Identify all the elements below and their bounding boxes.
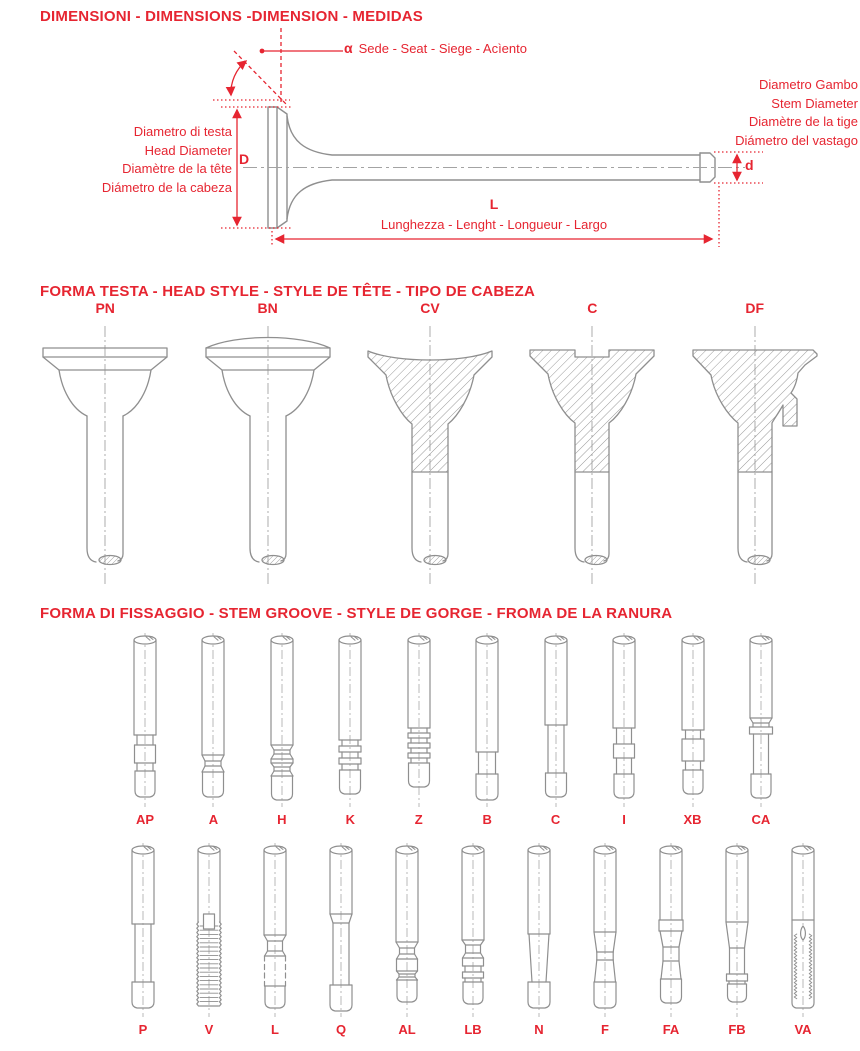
stem-groove-label: VA (794, 1022, 812, 1037)
stem-groove-label: Q (335, 1022, 347, 1037)
stem-groove-label: N (534, 1022, 544, 1037)
head-style-label: CV (420, 300, 440, 316)
head-style-df-drawing (685, 320, 825, 588)
stem-groove-h (254, 631, 310, 828)
head-diameter-line: Diámetro de la cabeza (101, 179, 232, 195)
stem-groove-al-drawing (382, 841, 432, 1019)
head-style-label: PN (95, 300, 115, 316)
stem-groove-fb (709, 841, 765, 1038)
stem-groove-k (322, 631, 378, 828)
seat-angle-label (344, 40, 527, 56)
stem-groove-q-drawing (316, 841, 366, 1019)
stem-diameter-line: Diámetro del vastago (735, 132, 858, 148)
stem-groove-label: FB (728, 1022, 746, 1037)
seat-label-text: Sede - Seat - Siege - Acìento (358, 41, 527, 56)
dimensions-section-title: DIMENSIONI - DIMENSIONS -DIMENSION - MEDIDAS (40, 8, 423, 25)
stem-groove-label: FA (662, 1022, 680, 1037)
stem-groove-q (313, 841, 369, 1038)
stem-groove-z (391, 631, 447, 828)
stem-groove-n-drawing (514, 841, 564, 1019)
head-diameter-note (20, 123, 232, 197)
head-style-c (511, 300, 673, 588)
stem-groove-label: AL (398, 1022, 416, 1037)
head-style-bn (186, 300, 348, 588)
stem-groove-xb-drawing (668, 631, 718, 809)
stem-groove-label: AP (135, 812, 155, 827)
stem-groove-label: I (622, 812, 626, 827)
stem-diameter-line: Diametro Gambo (759, 77, 858, 92)
stem-groove-a (185, 631, 241, 828)
head-style-label: BN (257, 300, 278, 316)
angle-vertex-dot (260, 49, 265, 54)
stem-groove-ca-drawing (736, 631, 786, 809)
stem-groove-label: P (138, 1022, 148, 1037)
head-style-bn-drawing (198, 320, 338, 588)
stem-groove-label: H (277, 812, 287, 827)
head-style-cv-drawing (360, 320, 500, 588)
head-style-section-title: FORMA TESTA - HEAD STYLE - STYLE DE TÊTE - TIPO DE CABEZA (40, 283, 536, 300)
stem-groove-ca (733, 631, 789, 828)
stem-groove-i (596, 631, 652, 828)
stem-groove-fa (643, 841, 699, 1038)
stem-groove-lb (445, 841, 501, 1038)
stem-groove-ap (117, 631, 173, 828)
stem-groove-z-drawing (394, 631, 444, 809)
stem-groove-a-drawing (188, 631, 238, 809)
stem-groove-al (379, 841, 435, 1038)
stem-groove-ap-drawing (120, 631, 170, 809)
stem-groove-p (115, 841, 171, 1038)
stem-groove-l-drawing (250, 841, 300, 1019)
stem-groove-label: F (601, 1022, 609, 1037)
stem-groove-section-title: FORMA DI FISSAGGIO - STEM GROOVE - STYLE DE GORGE - FROMA DE LA RANURA (40, 605, 673, 622)
head-diameter-symbol: D (239, 151, 250, 167)
head-style-pn-drawing (35, 320, 175, 588)
stem-groove-fa-drawing (646, 841, 696, 1019)
length-symbol: L (489, 196, 499, 212)
stem-groove-c (528, 631, 584, 828)
stem-groove-label: XB (683, 812, 702, 827)
stem-groove-f-drawing (580, 841, 630, 1019)
stem-groove-row2 (115, 841, 831, 1038)
stem-groove-fb-drawing (712, 841, 762, 1019)
stem-groove-b-drawing (462, 631, 512, 809)
head-style-label: DF (745, 300, 765, 316)
stem-groove-label: B (482, 812, 492, 827)
stem-groove-label: A (208, 812, 219, 827)
stem-groove-i-drawing (599, 631, 649, 809)
head-style-c-drawing (522, 320, 662, 588)
stem-groove-f (577, 841, 633, 1038)
stem-groove-va-drawing (778, 841, 828, 1019)
stem-groove-xb (665, 631, 721, 828)
stem-groove-label: LB (464, 1022, 482, 1037)
stem-groove-k-drawing (325, 631, 375, 809)
stem-groove-h-drawing (257, 631, 307, 809)
head-style-row (24, 300, 836, 588)
alpha-symbol: α (344, 40, 353, 56)
stem-groove-v (181, 841, 237, 1038)
stem-groove-v-drawing (184, 841, 234, 1019)
stem-groove-n (511, 841, 567, 1038)
stem-groove-l (247, 841, 303, 1038)
stem-diameter-line: Stem Diameter (771, 95, 858, 111)
stem-groove-row1 (117, 631, 789, 828)
stem-groove-c-drawing (531, 631, 581, 809)
stem-groove-label: C (550, 812, 561, 827)
stem-diameter-line: Diamètre de la tige (748, 114, 858, 129)
stem-groove-label: V (204, 1022, 214, 1037)
stem-groove-label: K (345, 812, 355, 827)
head-diameter-line: Diametro di testa (133, 124, 232, 139)
head-style-pn (24, 300, 186, 588)
stem-groove-b (459, 631, 515, 828)
head-diameter-line: Diamètre de la tête (122, 161, 232, 176)
head-diameter-line: Head Diameter (144, 142, 232, 158)
stem-groove-label: L (271, 1022, 279, 1037)
stem-groove-label: CA (751, 812, 771, 827)
head-style-df (674, 300, 836, 588)
stem-diameter-note (658, 76, 858, 150)
stem-groove-p-drawing (118, 841, 168, 1019)
stem-diameter-symbol: d (745, 157, 754, 173)
length-label: Lunghezza - Lenght - Longueur - Largo (380, 217, 608, 232)
head-style-cv (349, 300, 511, 588)
stem-groove-label: Z (414, 812, 423, 827)
stem-groove-lb-drawing (448, 841, 498, 1019)
head-style-label: C (587, 300, 598, 316)
stem-groove-va (775, 841, 831, 1038)
